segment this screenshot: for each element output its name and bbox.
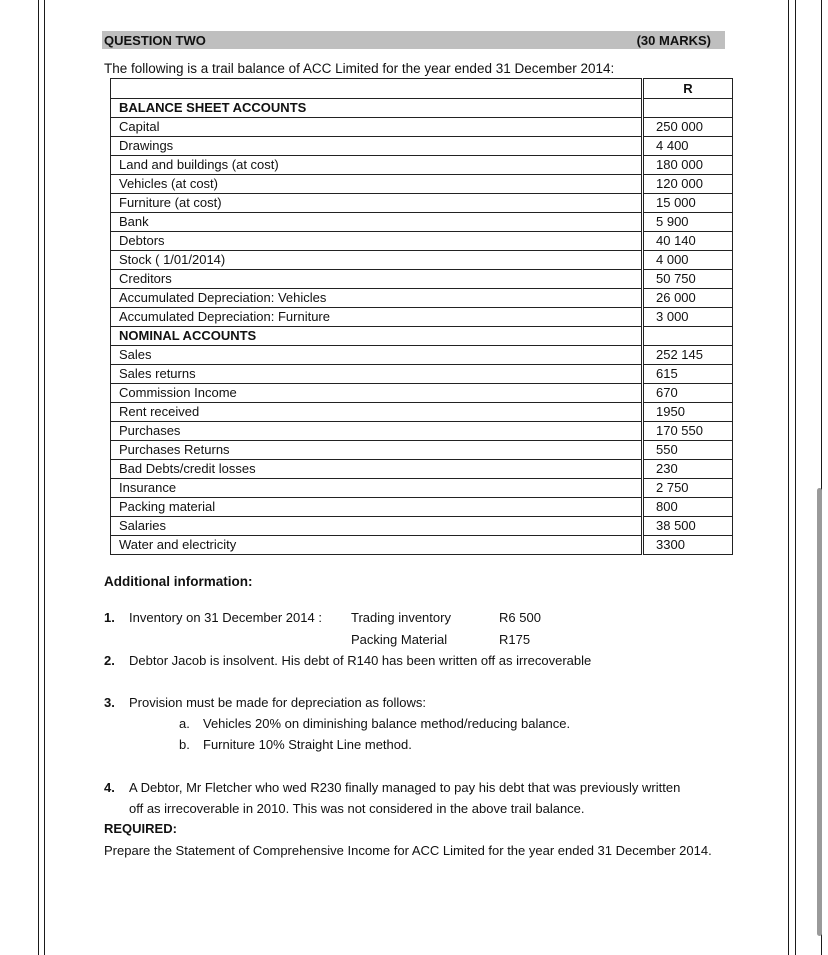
page-border-line [795, 0, 796, 955]
account-amount: 40 140 [644, 232, 733, 251]
account-amount: 252 145 [644, 346, 733, 365]
table-row [111, 251, 733, 270]
debtor-recovery-line1: A Debtor, Mr Fletcher who wed R230 finally managed to pay his debt that was previously written [129, 780, 681, 795]
account-name: Debtors [111, 232, 642, 251]
account-amount: 550 [644, 441, 733, 460]
question-title: QUESTION TWO [104, 33, 206, 48]
page-border-line [788, 0, 789, 955]
account-amount: 180 000 [644, 156, 733, 175]
inventory-packing-value: R175 [499, 632, 531, 647]
inventory-label: Inventory on 31 December 2014 : [129, 610, 322, 625]
table-row [111, 403, 733, 422]
required-text: Prepare the Statement of Comprehensive Income for ACC Limited for the year ended 31 December 2014. [104, 843, 712, 858]
account-name: Purchases Returns [111, 441, 642, 460]
table-row [111, 498, 733, 517]
furniture-depreciation: Furniture 10% Straight Line method. [203, 737, 412, 752]
account-amount: 615 [644, 365, 733, 384]
account-name: Creditors [111, 270, 642, 289]
table-row [111, 536, 733, 555]
required-title: REQUIRED: [104, 821, 177, 836]
table-row [111, 365, 733, 384]
additional-info-title: Additional information: [104, 574, 253, 589]
account-amount: 1950 [644, 403, 733, 422]
account-amount: 230 [644, 460, 733, 479]
table-row [111, 517, 733, 536]
account-name: Sales [111, 346, 642, 365]
section-header-row [111, 327, 733, 346]
section-title: NOMINAL ACCOUNTS [111, 327, 642, 346]
table-row [111, 213, 733, 232]
item-number: 3. [104, 695, 115, 710]
account-name: Drawings [111, 137, 642, 156]
item-number: 2. [104, 653, 115, 668]
table-row [111, 137, 733, 156]
account-name: Land and buildings (at cost) [111, 156, 642, 175]
table-row [111, 289, 733, 308]
account-name: Capital [111, 118, 642, 137]
account-name: Furniture (at cost) [111, 194, 642, 213]
page-border-line [44, 0, 45, 955]
depreciation-note: Provision must be made for depreciation as follows: [129, 695, 426, 710]
account-amount: 15 000 [644, 194, 733, 213]
trial-balance-table [110, 78, 733, 555]
account-name: Bank [111, 213, 642, 232]
table-row [111, 232, 733, 251]
table-row [111, 384, 733, 403]
sub-item-label: b. [179, 737, 190, 752]
account-amount: 3 000 [644, 308, 733, 327]
account-name: Vehicles (at cost) [111, 175, 642, 194]
account-amount: 170 550 [644, 422, 733, 441]
section-title: BALANCE SHEET ACCOUNTS [111, 99, 642, 118]
account-amount: 3300 [644, 536, 733, 555]
account-name: Purchases [111, 422, 642, 441]
table-row [111, 479, 733, 498]
account-name: Salaries [111, 517, 642, 536]
table-row [111, 270, 733, 289]
table-row [111, 346, 733, 365]
section-header-row [111, 99, 733, 118]
item-number: 1. [104, 610, 115, 625]
account-amount: 50 750 [644, 270, 733, 289]
table-row [111, 194, 733, 213]
account-name: Bad Debts/credit losses [111, 460, 642, 479]
account-name: Water and electricity [111, 536, 642, 555]
account-amount: 250 000 [644, 118, 733, 137]
table-row [111, 441, 733, 460]
table-row [111, 460, 733, 479]
question-header [102, 31, 725, 49]
account-amount: 670 [644, 384, 733, 403]
account-name: Accumulated Depreciation: Furniture [111, 308, 642, 327]
question-marks: (30 MARKS) [636, 33, 711, 48]
table-row [111, 422, 733, 441]
account-name: Commission Income [111, 384, 642, 403]
account-amount: 38 500 [644, 517, 733, 536]
table-header-row [111, 79, 733, 99]
sub-item-label: a. [179, 716, 190, 731]
scrollbar[interactable] [817, 488, 822, 936]
account-name: Sales returns [111, 365, 642, 384]
account-name: Packing material [111, 498, 642, 517]
page-border-line [38, 0, 39, 955]
account-name: Accumulated Depreciation: Vehicles [111, 289, 642, 308]
inventory-trading-name: Trading inventory [351, 610, 451, 625]
table-row [111, 175, 733, 194]
account-amount: 26 000 [644, 289, 733, 308]
table-row [111, 118, 733, 137]
vehicles-depreciation: Vehicles 20% on diminishing balance method/reducing balance. [203, 716, 571, 731]
debtor-recovery-line2: off as irrecoverable in 2010. This was not considered in the above trail balance. [129, 801, 585, 816]
inventory-trading-value: R6 500 [499, 610, 541, 625]
bad-debt-note: Debtor Jacob is insolvent. His debt of R140 has been written off as irrecoverable [129, 653, 592, 668]
account-amount: 5 900 [644, 213, 733, 232]
table-row [111, 156, 733, 175]
intro-text: The following is a trail balance of ACC Limited for the year ended 31 December 2014: [104, 61, 615, 76]
account-amount: 120 000 [644, 175, 733, 194]
account-amount: 2 750 [644, 479, 733, 498]
inventory-packing-name: Packing Material [351, 632, 448, 647]
account-name: Stock ( 1/01/2014) [111, 251, 642, 270]
account-amount: 800 [644, 498, 733, 517]
item-number: 4. [104, 780, 115, 795]
account-name: Rent received [111, 403, 642, 422]
account-name: Insurance [111, 479, 642, 498]
table-row [111, 308, 733, 327]
account-amount: 4 000 [644, 251, 733, 270]
account-amount: 4 400 [644, 137, 733, 156]
currency-header: R [644, 79, 733, 99]
